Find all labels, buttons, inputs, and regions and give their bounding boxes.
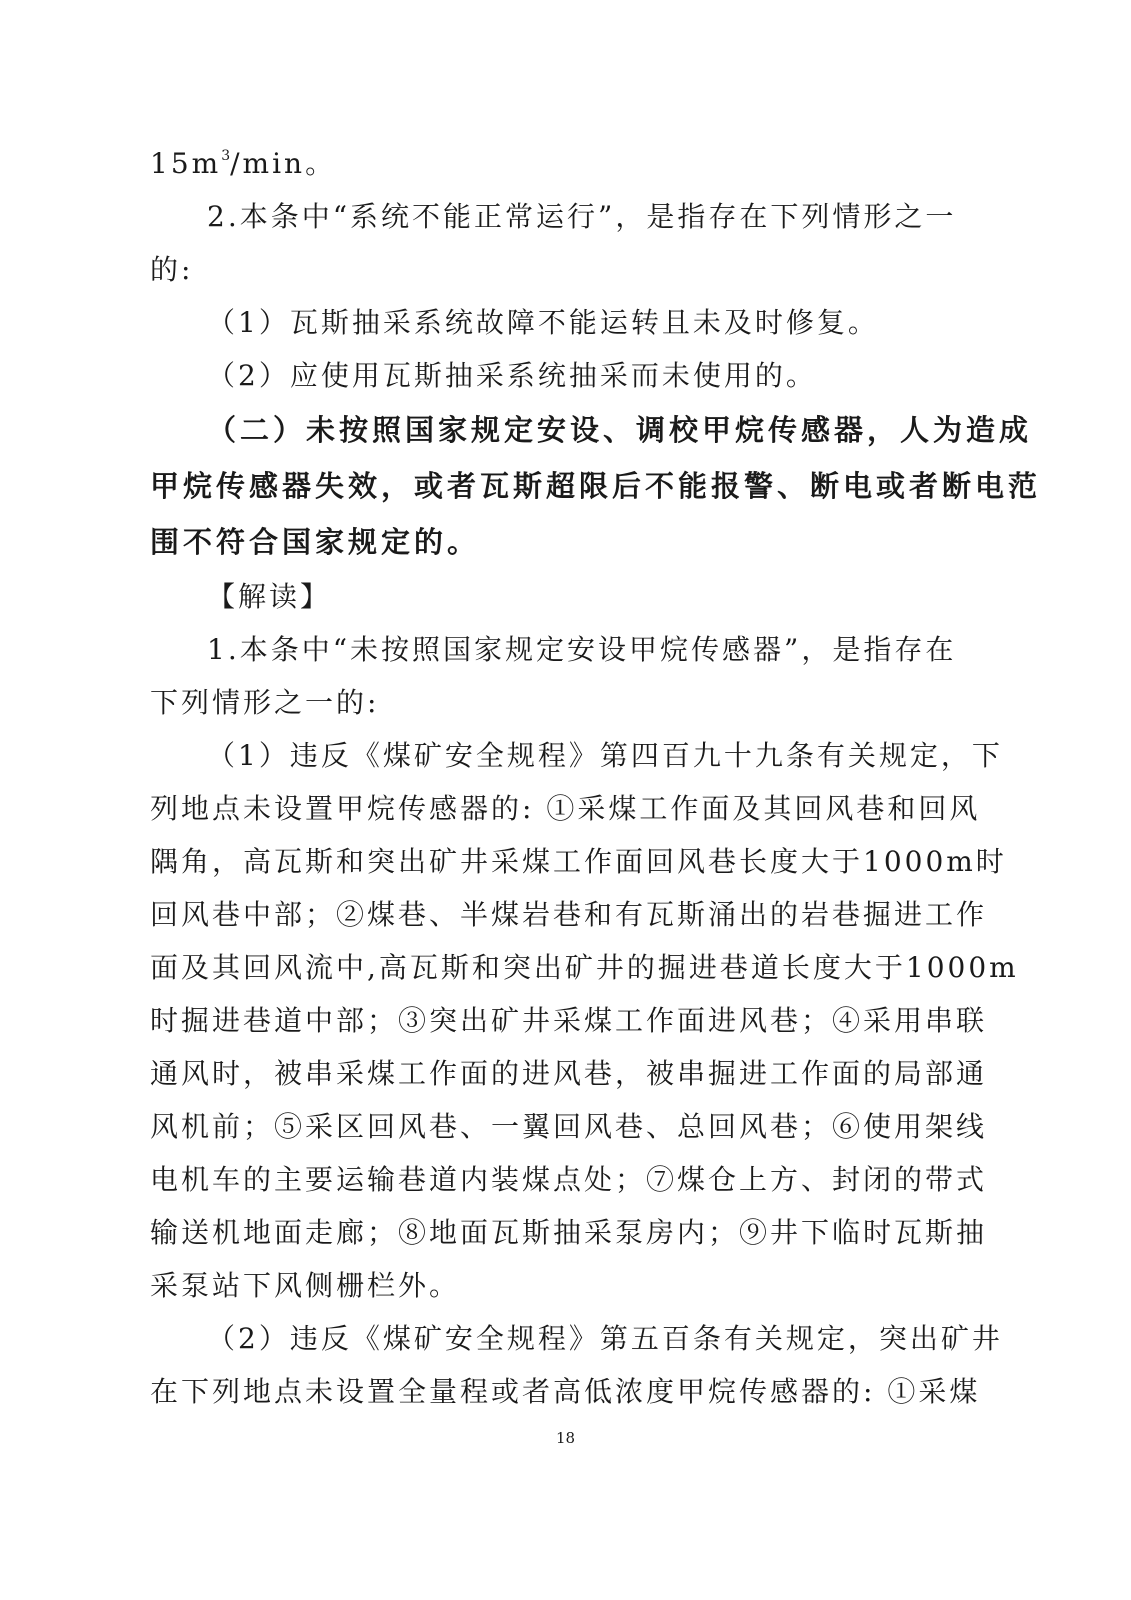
- section-heading: 甲烷传感器失效，或者瓦斯超限后不能报警、断电或者断电范: [150, 469, 1042, 503]
- paragraph-line: 下列情形之一的:: [150, 686, 380, 719]
- paragraph-line: 1.本条中“未按照国家规定安设甲烷传感器”，是指存在: [207, 633, 957, 666]
- paragraph-line: 时掘进巷道中部；③突出矿井采煤工作面进风巷；④采用串联: [150, 1004, 988, 1037]
- paragraph-line: 输送机地面走廊；⑧地面瓦斯抽采泵房内；⑨井下临时瓦斯抽: [150, 1216, 988, 1249]
- paragraph-line: 通风时，被串采煤工作面的进风巷，被串掘进工作面的局部通: [150, 1057, 988, 1090]
- paragraph-line: 风机前；⑤采区回风巷、一翼回风巷、总回风巷；⑥使用架线: [150, 1110, 988, 1143]
- paragraph-line: 的:: [150, 253, 194, 286]
- list-item: （1）瓦斯抽采系统故障不能运转且未及时修复。: [207, 306, 879, 339]
- paragraph-line: 隅角，高瓦斯和突出矿井采煤工作面回风巷长度大于1000m时: [150, 845, 1007, 878]
- paragraph-line: 回风巷中部；②煤巷、半煤岩巷和有瓦斯涌出的岩巷掘进工作: [150, 898, 988, 931]
- section-heading: 围不符合国家规定的。: [150, 525, 481, 559]
- paragraph-line: （1）违反《煤矿安全规程》第四百九十九条有关规定，下: [207, 739, 1003, 772]
- section-heading: （二）未按照国家规定安设、调校甲烷传感器，人为造成: [207, 413, 1033, 447]
- document-body: [150, 137, 1042, 1418]
- paragraph-line: 面及其回风流中,高瓦斯和突出矿井的掘进巷道长度大于1000m: [150, 951, 1019, 984]
- paragraph-line: 采泵站下风侧栅栏外。: [150, 1269, 461, 1302]
- paragraph-line: 在下列地点未设置全量程或者高低浓度甲烷传感器的: ①采煤: [150, 1375, 981, 1408]
- superscript: 3: [221, 148, 231, 164]
- interpretation-label: 【解读】: [207, 580, 332, 613]
- paragraph-line: 2.本条中“系统不能正常运行”，是指存在下列情形之一: [207, 200, 957, 233]
- list-item: （2）应使用瓦斯抽采系统抽采而未使用的。: [207, 359, 817, 392]
- paragraph-line: 列地点未设置甲烷传感器的: ①采煤工作面及其回风巷和回风: [150, 792, 981, 825]
- paragraph-line: $15m^3/\min$。: [150, 147, 337, 180]
- paragraph-line: 电机车的主要运输巷道内装煤点处；⑦煤仓上方、封闭的带式: [150, 1163, 988, 1196]
- paragraph-line: （2）违反《煤矿安全规程》第五百条有关规定，突出矿井: [207, 1322, 1003, 1355]
- page-number: 18: [555, 1429, 576, 1447]
